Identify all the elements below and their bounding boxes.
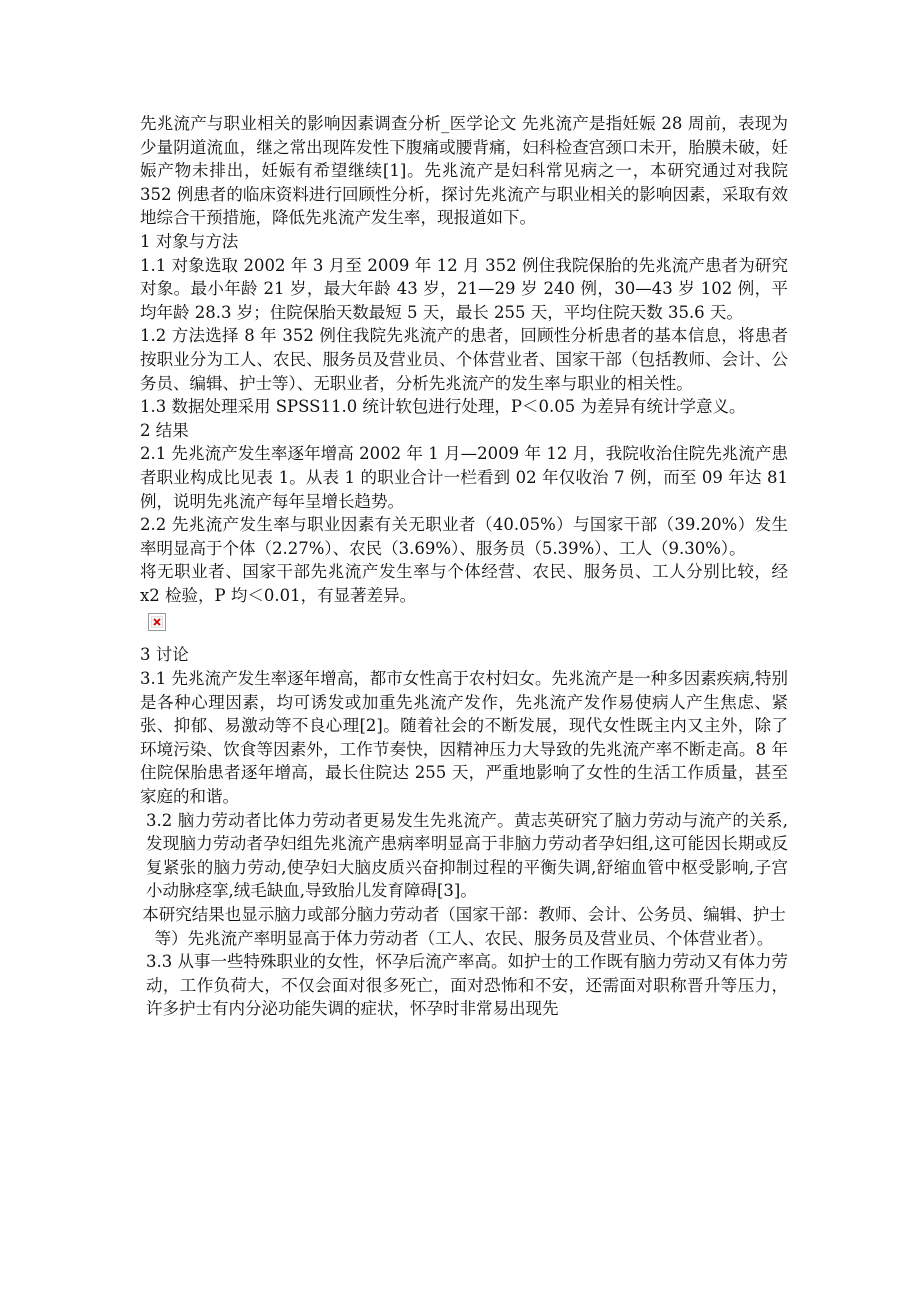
broken-image-icon: [148, 613, 166, 631]
section-2-1-paragraph: 2.1 先兆流产发生率逐年增高 2002 年 1 月—2009 年 12 月，我院收治住院先兆流产患者职业构成比见表 1。从表 1 的职业合计一栏看到 02 年仅收治 7 例，而至 09 年达 81 例，说明先兆流产每年呈增长趋势。: [140, 444, 788, 511]
section-2-2-paragraph: 2.2 先兆流产发生率与职业因素有关无职业者（40.05%）与国家干部（39.20%）发生率明显高于个体（2.27%）、农民（3.69%）、服务员（5.39%）、工人（9.30%）。: [140, 515, 788, 558]
section-3-3-paragraph: 3.3 从事一些特殊职业的女性，怀孕后流产率高。如护士的工作既有脑力劳动又有体力劳动，工作负荷大，不仅会面对很多死亡，面对恐怖和不安，还需面对职称晋升等压力，许多护士有内分泌功能失调的症状，怀孕时非常易出现先: [146, 952, 788, 1019]
broken-image-x-icon: [151, 616, 163, 628]
section-1-1-paragraph: 1.1 对象选取 2002 年 3 月至 2009 年 12 月 352 例住我院保胎的先兆流产患者为研究对象。最小年龄 21 岁，最大年龄 43 岁，21—29 岁 240 例，30—43 岁 102 例，平均年龄 28.3 岁；住院保胎天数最短 5 天，最长 255 天，平均住院天数 35.6 天。: [140, 255, 788, 322]
section-3-heading: 3 讨论: [140, 645, 189, 665]
section-3-1-paragraph: 3.1 先兆流产发生率逐年增高，都市女性高于农村妇女。先兆流产是一种多因素疾病,特别是各种心理因素，均可诱发或加重先兆流产发作，先兆流产发作易使病人产生焦虑、紧张、抑郁、易激动等不良心理[2]。随着社会的不断发展，现代女性既主内又主外，除了环境污染、饮食等因素外，工作节奏快，因精神压力大导致的先兆流产率不断走高。8 年住院保胎患者逐年增高，最长住院达 255 天，严重地影响了女性的生活工作质量，甚至家庭的和谐。: [140, 669, 788, 807]
section-1-3-paragraph: 1.3 数据处理采用 SPSS11.0 统计软包进行处理，P＜0.05 为差异有统计学意义。: [140, 397, 746, 417]
section-1-heading: 1 对象与方法: [140, 231, 239, 251]
intro-paragraph: 先兆流产与职业相关的影响因素调查分析_医学论文 先兆流产是指妊娠 28 周前，表现为少量阴道流血，继之常出现阵发性下腹痛或腰背痛，妇科检查宫颈口未开，胎膜未破，妊娠产物未排出，妊娠有希望继续[1]。先兆流产是妇科常见病之一，本研究通过对我院 352 例患者的临床资料进行回顾性分析，探讨先兆流产与职业相关的影响因素，采取有效地综合干预措施，降低先兆流产发生率，现报道如下。: [140, 114, 788, 228]
section-3-2-paragraph-b: 本研究结果也显示脑力或部分脑力劳动者（国家干部：教师、会计、公务员、编辑、护士等）先兆流产率明显高于体力劳动者（工人、农民、服务员及营业员、个体营业者）。: [142, 905, 786, 948]
section-2-heading: 2 结果: [140, 420, 189, 440]
document-body: [140, 112, 788, 1021]
section-1-2-paragraph: 1.2 方法选择 8 年 352 例住我院先兆流产的患者，回顾性分析患者的基本信息，将患者按职业分为工人、农民、服务员及营业员、个体营业者、国家干部（包括教师、会计、公务员、编辑、护士等）、无职业者，分析先兆流产的发生率与职业的相关性。: [140, 326, 788, 393]
section-2-3-paragraph: 将无职业者、国家干部先兆流产发生率与个体经营、农民、服务员、工人分别比较，经 x2 检验，P 均＜0.01，有显著差异。: [140, 562, 788, 605]
section-3-2-paragraph-a: 3.2 脑力劳动者比体力劳动者更易发生先兆流产。黄志英研究了脑力劳动与流产的关系,发现脑力劳动者孕妇组先兆流产患病率明显高于非脑力劳动者孕妇组,这可能因长期或反复紧张的脑力劳动,使孕妇大脑皮质兴奋抑制过程的平衡失调,舒缩血管中枢受影响,子宫小动脉痉挛,绒毛缺血,导致胎儿发育障碍[3]。: [146, 810, 788, 901]
